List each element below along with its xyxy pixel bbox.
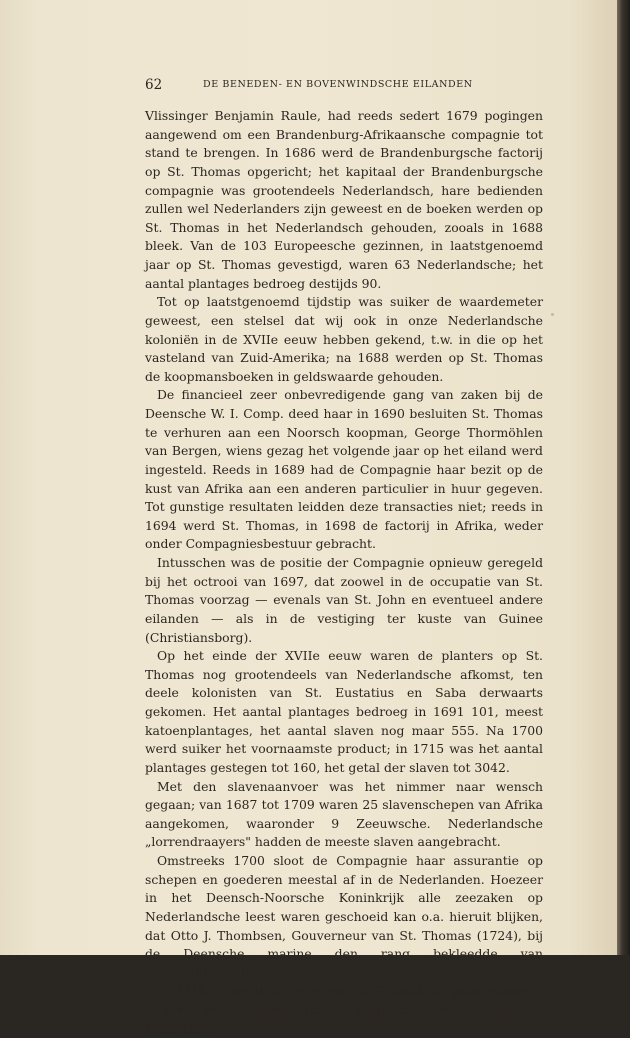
paragraph: Met den slavenaanvoer was het nimmer naar wensch gegaan; van 1687 tot 1709 waren 25 slavenschepen van Afrika aangekomen, waaronder 9 Zeeuwsche. Nederlandsche „lorrendraayers" hadden de meeste slaven aangebracht.	[145, 778, 543, 850]
paragraph: Vlissinger Benjamin Raule, had reeds sedert 1679 pogingen aangewend om een Brandenburg-Afrikaansche compagnie tot stand te brengen. In 1686 werd de Brandenburgsche factorij op St. Thomas opgericht; het kapitaal der Brandenburgsche compagnie was grootendeels Nederlandsch, hare bedienden zullen wel Nederlanders zijn geweest en de boeken werden op St. Thomas in het Nederlandsch gehouden, zooals in 1688 bleek. Van de 103 Europeesche gezinnen, in laatstgenoemd jaar op St. Thomas gevestigd, waren 63 Nederlandsche; het aantal plantages bedroeg destijds 90.	[145, 108, 543, 291]
paragraph: Intusschen was de positie der Compagnie opnieuw geregeld bij het octrooi van 1697, dat zoowel in de occupatie van St. Thomas voorzag — evenals van St. John en eventueel andere eilanden — als in de vestiging ter kuste van Guinee (Christiansborg).	[145, 555, 543, 645]
paragraph: De financieel zeer onbevredigende gang van zaken bij de Deensche W. I. Comp. deed haar in 1690 besluiten St. Thomas te verhuren aan een Noorsch koopman, George Thormöhlen van Bergen, wiens gezag het volgende jaar op het eiland werd ingesteld. Reeds in 1689 had de Compagnie haar bezit op de kust van Afrika aan een anderen particulier in huur gegeven. Tot gunstige resultaten leidden deze transacties niet; reeds in 1694 werd St. Thomas, in 1698 de factorij in Afrika, weder onder Compagniesbestuur gebracht.	[145, 387, 543, 552]
page-content	[145, 77, 543, 1038]
paper-speck	[551, 313, 554, 316]
running-title: DE BENEDEN- EN BOVENWINDSCHE EILANDEN	[203, 79, 473, 90]
paragraph: In 1716/17 werd St. John van St. Thomas uit gekoloniseerd; te voren was dit steeds door de Engelschen belet. De meeste kolonisten	[145, 983, 543, 1036]
book-spine-edge	[617, 0, 630, 955]
paragraph: Omstreeks 1700 sloot de Compagnie haar assurantie op schepen en goederen meestal af in de Nederlanden. Hoezeer in het Deensch-Noorsche Koninkrijk alle zeezaken op Nederlandsche leest waren geschoeid kan o.a. hieruit blijken, dat Otto J. Thombsen, Gouverneur van St. Thomas (1724), bij de Deensche marine den rang bekleedde van „Schoutbijnacht".	[145, 853, 543, 980]
page-number: 62	[145, 77, 163, 93]
body-text	[145, 107, 543, 1038]
paragraph: Op het einde der XVIIe eeuw waren de planters op St. Thomas nog grootendeels van Nederlandsche afkomst, ten deele kolonisten van St. Eustatius en Saba derwaarts gekomen. Het aantal plantages bedroeg in 1691 101, meest katoenplantages, het aantal slaven nog maar 555. Na 1700 werd suiker het voornaamste product; in 1715 was het aantal plantages gestegen tot 160, het getal der slaven tot 3042.	[145, 648, 543, 775]
page-header	[145, 77, 543, 97]
paragraph: Tot op laatstgenoemd tijdstip was suiker de waardemeter geweest, een stelsel dat wij ook in onze Nederlandsche koloniën in de XVIIe eeuw hebben gekend, t.w. in die op het vasteland van Zuid-Amerika; na 1688 werden op St. Thomas de koopmansboeken in geldswaarde gehouden.	[145, 294, 543, 384]
